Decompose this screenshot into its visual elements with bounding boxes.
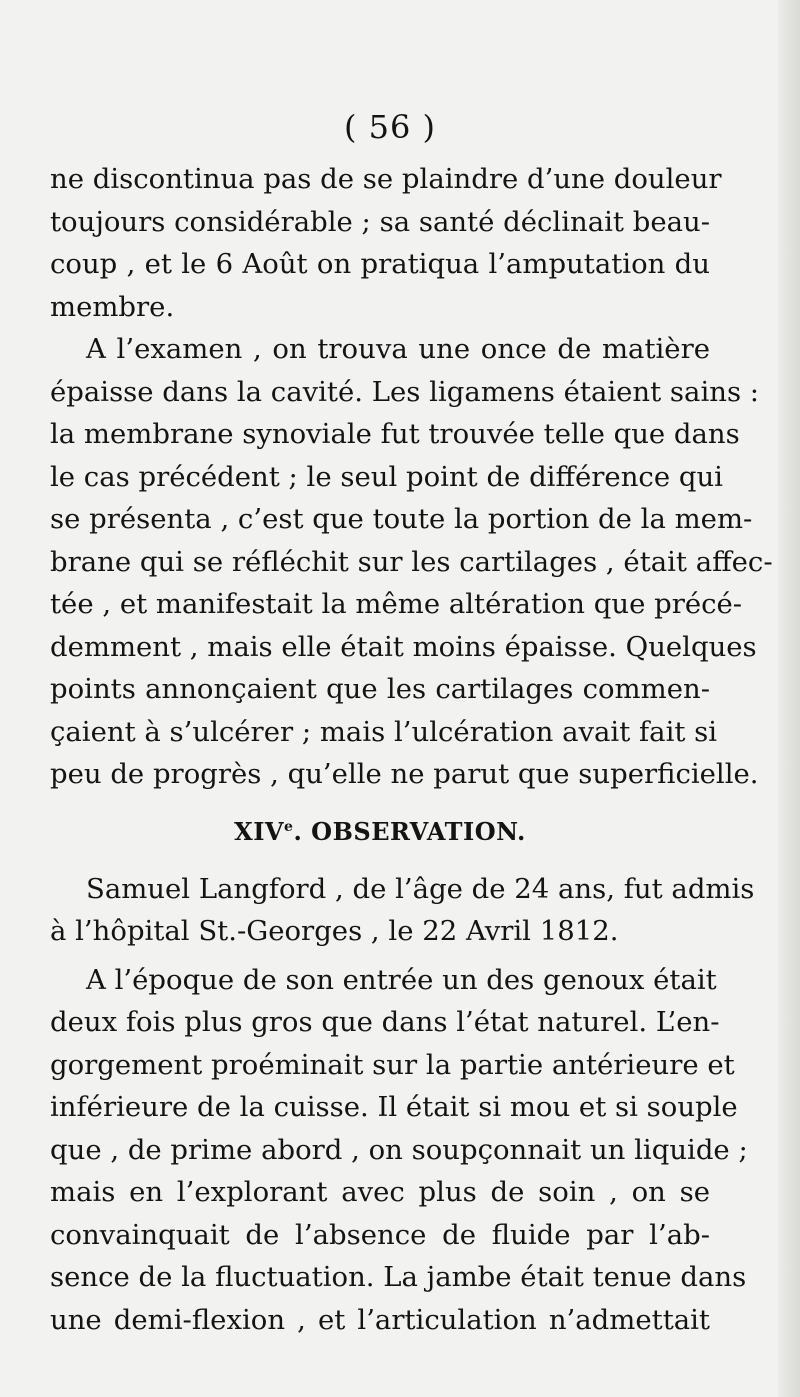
paragraph-patient <box>50 868 755 953</box>
paragraph-continued <box>50 158 722 328</box>
text-line: sence de la fluctuation. La jambe était tenue dans <box>50 1261 747 1293</box>
text-line: demment , mais elle était moins épaisse. Quelques <box>50 630 757 663</box>
page-edge-shadow <box>778 0 800 1397</box>
text-line: que , de prime abord , on soupçonnait un liquide ; <box>50 1133 748 1166</box>
text-line: brane qui se réfléchit sur les cartilages , était affec- <box>50 545 773 578</box>
text-line: le cas précédent ; le seul point de différence qui <box>50 460 723 493</box>
heading-numeral: XIV <box>234 816 285 846</box>
text-line: membre. <box>50 290 175 323</box>
text-line: tée , et manifestait la même altération que précé- <box>50 588 743 620</box>
text-line: inférieure de la cuisse. Il était si mou et si souple <box>50 1091 738 1123</box>
text-body <box>50 158 773 1341</box>
page-number: ( 56 ) <box>343 108 437 146</box>
text-line: ne discontinua pas de se plaindre d’une douleur <box>50 163 722 195</box>
paragraph-examination <box>50 328 773 796</box>
text-line: à l’hôpital St.-Georges , le 22 Avril 1812. <box>50 915 619 947</box>
text-line: çaient à s’ulcérer ; mais l’ulcération avait fait si <box>50 715 718 748</box>
text-line: épaisse dans la cavité. Les ligamens étaient sains : <box>50 375 760 408</box>
text-line: convainquait de l’absence de fluide par l’ab- <box>50 1218 710 1251</box>
text-line: coup , et le 6 Août on pratiqua l’amputation du <box>50 248 710 280</box>
text-line: peu de progrès , qu’elle ne parut que superficielle. <box>50 758 759 790</box>
paragraph-admission <box>50 959 748 1342</box>
text-line: A l’examen , on trouva une once de matière <box>86 333 710 365</box>
text-line: toujours considérable ; sa santé déclinait beau- <box>50 205 710 238</box>
text-line: A l’époque de son entrée un des genoux était <box>86 963 717 996</box>
text-line: gorgement proéminait sur la partie antérieure et <box>50 1048 735 1081</box>
text-line: se présenta , c’est que toute la portion de la mem- <box>50 503 753 535</box>
text-line: Samuel Langford , de l’âge de 24 ans, fut admis <box>86 872 755 905</box>
section-heading <box>50 800 710 864</box>
heading-title: . OBSERVATION. <box>293 816 526 846</box>
text-line: deux fois plus gros que dans l’état naturel. L’en- <box>50 1006 720 1038</box>
text-line: la membrane synoviale fut trouvée telle que dans <box>50 418 740 450</box>
text-line: mais en l’explorant avec plus de soin , on se <box>50 1176 710 1208</box>
text-line: une demi-flexion , et l’articulation n’admettait <box>50 1303 710 1336</box>
heading-superscript: e <box>284 818 294 835</box>
text-line: points annonçaient que les cartilages commen- <box>50 673 710 705</box>
